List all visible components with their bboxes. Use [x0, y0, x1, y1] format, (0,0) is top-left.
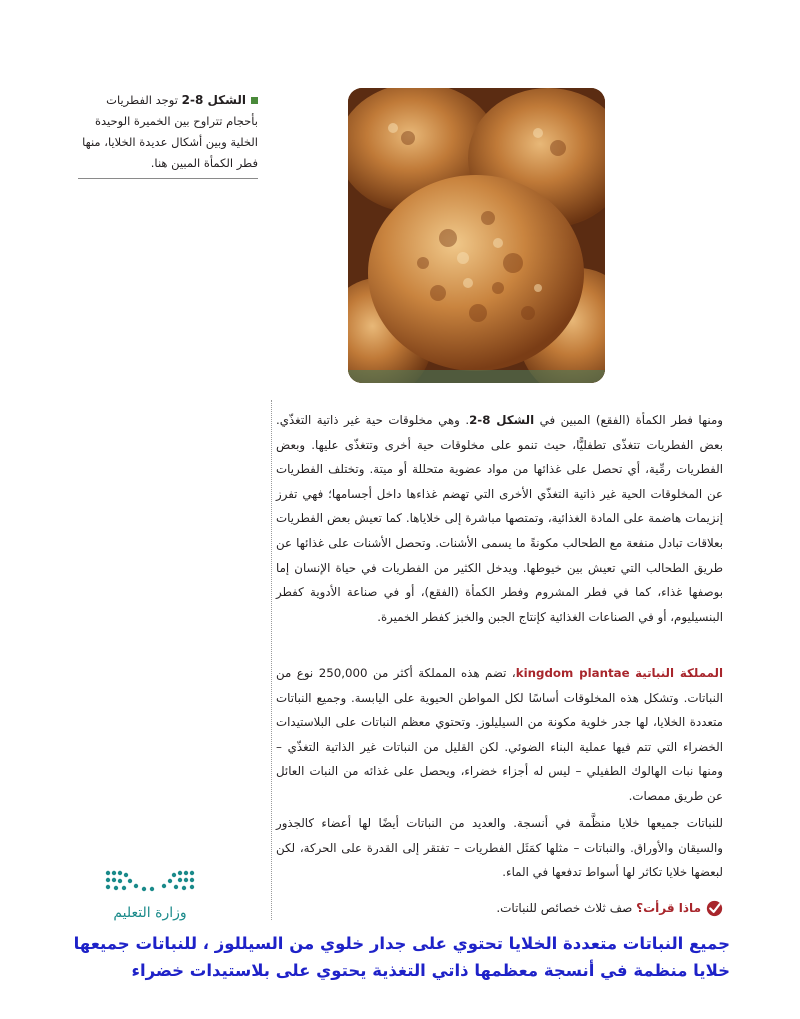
paragraph-plant-kingdom	[276, 661, 723, 809]
answer-line-2: خلايا منظمة في أنسجة معظمها ذاتي التغذية يحتوي على بلاستيدات خضراء	[131, 961, 730, 980]
column-divider	[271, 400, 272, 920]
truffle-illustration	[348, 88, 605, 383]
ministry-logo-text: وزارة التعليم	[113, 905, 187, 921]
paragraph-fungi	[276, 408, 723, 629]
term-arabic: المملكة النباتية	[635, 666, 723, 680]
reading-check	[276, 897, 723, 919]
answer-text	[40, 930, 730, 984]
paragraph-plant-tissues	[276, 811, 723, 885]
reading-check-question: صف ثلاث خصائص للنباتات.	[496, 901, 633, 915]
checkmark-icon	[706, 900, 723, 917]
ministry-logo-mark-icon	[100, 863, 200, 903]
figure-caption-text: توجد الفطريات بأحجام تتراوح بين الخميرة الوحيدة الخلية وبين أشكال عديدة الخلايا، منها فطر الكمأة المبين هنا.	[82, 93, 258, 170]
answer-line-1: جميع النباتات متعددة الخلايا تحتوي على جدار خلوي من السيللوز ، للنباتات جميعها	[73, 934, 730, 953]
figure-label: الشكل 8-2	[181, 93, 246, 107]
paragraph-plant-tissues-text: للنباتات جميعها خلايا منظَّمة في أنسجة. والعديد من النباتات أيضًا لها أعضاء كالجذور والسيقان والأوراق. والنباتات – مثلها كمَثَل الفطريات – تفتقر إلى القدرة على الحركة، لكن لبعضها خلايا تكاثر لها أسواط تدفعها في الماء.	[276, 816, 723, 880]
paragraph-plant-kingdom-text: ، تضم هذه المملكة أكثر من 250,000 نوع من النباتات. وتشكل هذه المخلوقات أساسًا لكل المواطن الحيوية على اليابسة. وجميع النباتات متعددة الخلايا، لها جدر خلوية مكونة من السيليلوز. وتحتوي معظم النباتات على البلاستيدات الخضراء التي تتم فيها عملية البناء الضوئي. لكن القليل من النباتات غير الذاتية التغذّي – ومنها نبات الهالوك الطفيلي – ليس له أجزاء خضراء، ويحصل على غذائه من النبات العائل عن طريق ممصات.	[276, 666, 723, 803]
ministry-logo	[100, 863, 200, 923]
figure-caption	[78, 90, 258, 179]
truffle-photo	[348, 88, 605, 383]
bullet-square-icon	[251, 97, 258, 104]
paragraph-fungi-text-c: . وهي مخلوقات حية غير ذاتية التغذّي. بعض الفطريات تتغذّى تطفليًّا، حيث تنمو على مخلوقات حية أخرى وتتغذّى عليها. وبعض الفطريات رمِّية، أي تحصل على غذائها من مواد عضوية متحللة أو ميتة. وتختلف الفطريات عن المخلوقات الحية غير ذاتية التغذّي الأخرى التي تهضم غذاءها داخل أجسامها؛ فهي تفرز إنزيمات هاضمة على المادة الغذائية، وتمتصها مباشرة إلى خلاياها. كما تعيش بعض الفطريات بعلاقات تبادل منفعة مع الطحالب مكونةً ما يسمى الأشنات. وتحصل الأشنات على غذائها عن طريق الطحالب التي تعيش بين خيوطها. ويدخل الكثير من الفطريات في حياة الإنسان إما بوصفها غذاء، كما في فطر المشروم وفطر الكمأة (الفقع)، أو في صناعة الأدوية كفطر البنسيليوم، أو في الصناعات الغذائية كإنتاج الجبن والخبز كفطر الخميرة.	[276, 413, 723, 624]
paragraph-fungi-text-a: ومنها فطر الكمأة (الفقع) المبين في	[534, 413, 724, 427]
reading-check-label: ماذا قرأت؟	[636, 901, 701, 915]
figure-reference: الشكل 8-2	[469, 413, 535, 427]
term-english: kingdom plantae	[515, 666, 630, 680]
